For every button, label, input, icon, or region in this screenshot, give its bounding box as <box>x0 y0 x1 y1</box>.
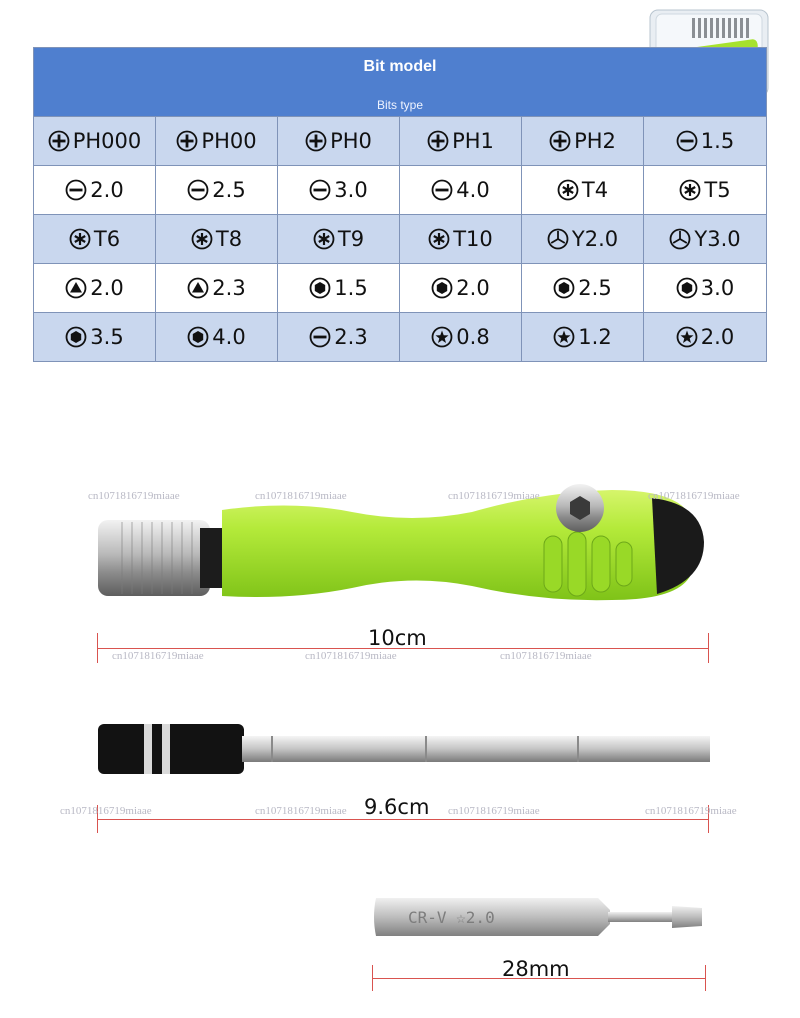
bit-cell <box>278 214 400 263</box>
bit-cell <box>400 165 522 214</box>
phillips-icon <box>48 130 70 152</box>
screwdriver-handle-photo <box>92 482 712 622</box>
hex-icon <box>431 277 453 299</box>
hex-icon <box>553 277 575 299</box>
slotted-icon <box>309 179 331 201</box>
bit-size-label: T9 <box>337 227 365 251</box>
bit-size-label: 3.0 <box>700 276 735 300</box>
bit-size-label: T10 <box>453 227 493 251</box>
bit-size-label: 0.8 <box>456 325 490 349</box>
slotted-icon <box>309 326 331 348</box>
bit-cell <box>156 116 278 165</box>
bit-cell <box>400 263 522 312</box>
bit-size-label: Y2.0 <box>571 227 619 251</box>
star-icon <box>676 326 698 348</box>
bit-cell <box>522 116 644 165</box>
extension-length-label: 9.6cm <box>364 795 430 819</box>
bit-size-label: PH2 <box>574 129 616 153</box>
bit-length-label: 28mm <box>502 957 570 981</box>
watermark: cn1071816719miaae <box>500 650 592 662</box>
hex-icon <box>309 277 331 299</box>
watermark: cn1071816719miaae <box>255 805 347 817</box>
table-header <box>34 48 766 116</box>
bit-size-label: 2.3 <box>212 276 246 300</box>
hex-icon <box>187 326 209 348</box>
bit-size-label: 3.0 <box>334 178 368 202</box>
watermark: cn1071816719miaae <box>648 490 740 502</box>
bit-cell <box>34 214 156 263</box>
torx-icon <box>313 228 335 250</box>
bit-size-label: 2.0 <box>90 178 124 202</box>
table-subtitle: Bits type <box>376 98 424 112</box>
hex-icon <box>65 326 87 348</box>
bit-grid <box>34 116 766 361</box>
bit-size-label: 2.0 <box>90 276 124 300</box>
watermark: cn1071816719miaae <box>112 650 204 662</box>
bit-cell <box>400 312 522 361</box>
bit-cell <box>34 116 156 165</box>
bit-size-label: T4 <box>581 178 609 202</box>
bit-size-label: T6 <box>93 227 121 251</box>
bit-cell <box>34 312 156 361</box>
bit-cell <box>400 116 522 165</box>
bit-cell <box>644 312 766 361</box>
bit-size-label: 1.5 <box>700 129 735 153</box>
star-icon <box>553 326 575 348</box>
slotted-icon <box>187 179 209 201</box>
phillips-icon <box>549 130 571 152</box>
bit-cell <box>278 165 400 214</box>
bit-size-label: PH0 <box>330 129 372 153</box>
table-title: Bit model <box>363 58 437 75</box>
bit-cell <box>644 116 766 165</box>
star-icon <box>431 326 453 348</box>
bit-cell <box>522 263 644 312</box>
slotted-icon <box>676 130 698 152</box>
bit-cell <box>278 116 400 165</box>
bit-size-label: 3.5 <box>90 325 124 349</box>
hex-icon <box>676 277 698 299</box>
slotted-icon <box>65 179 87 201</box>
phillips-icon <box>427 130 449 152</box>
bit-cell <box>34 165 156 214</box>
bit-cell <box>400 214 522 263</box>
torx-icon <box>557 179 579 201</box>
bit-size-label: 1.2 <box>578 325 612 349</box>
bit-cell <box>644 214 766 263</box>
bit-size-label: PH1 <box>452 129 494 153</box>
bit-photo <box>372 892 706 942</box>
bit-size-label: T5 <box>704 178 731 202</box>
watermark: cn1071816719miaae <box>60 805 152 817</box>
triangle-icon <box>187 277 209 299</box>
bit-size-label: 2.5 <box>578 276 612 300</box>
bit-size-label: Y3.0 <box>694 227 741 251</box>
bit-size-label: PH00 <box>201 129 257 153</box>
torx-icon <box>191 228 213 250</box>
bit-size-label: T8 <box>215 227 243 251</box>
bit-cell <box>34 263 156 312</box>
bit-cell <box>156 214 278 263</box>
bit-cell <box>522 165 644 214</box>
bit-cell <box>156 263 278 312</box>
tri-wing-icon <box>669 228 691 250</box>
bit-size-label: 4.0 <box>212 325 246 349</box>
tri-wing-icon <box>547 228 569 250</box>
watermark: cn1071816719miaae <box>448 805 540 817</box>
watermark: cn1071816719miaae <box>88 490 180 502</box>
bit-engraving: CR-V ☆2.0 <box>408 908 495 927</box>
torx-icon <box>69 228 91 250</box>
bit-size-label: PH000 <box>72 129 142 153</box>
slotted-icon <box>431 179 453 201</box>
watermark: cn1071816719miaae <box>305 650 397 662</box>
bit-cell <box>156 312 278 361</box>
torx-icon <box>679 179 701 201</box>
extension-bar-photo <box>96 720 712 778</box>
bit-size-label: 1.5 <box>334 276 368 300</box>
watermark: cn1071816719miaae <box>448 490 540 502</box>
phillips-icon <box>176 130 198 152</box>
bit-cell <box>522 312 644 361</box>
watermark: cn1071816719miaae <box>645 805 737 817</box>
bit-cell <box>278 263 400 312</box>
bit-cell <box>278 312 400 361</box>
bit-size-label: 2.0 <box>700 325 735 349</box>
triangle-icon <box>65 277 87 299</box>
phillips-icon <box>305 130 327 152</box>
bit-cell <box>156 165 278 214</box>
bit-size-label: 2.0 <box>456 276 490 300</box>
bit-size-label: 2.3 <box>334 325 368 349</box>
bit-cell <box>644 263 766 312</box>
bit-model-table <box>33 47 767 362</box>
handle-length-label: 10cm <box>368 626 427 650</box>
bit-size-label: 2.5 <box>212 178 246 202</box>
bit-cell <box>644 165 766 214</box>
torx-icon <box>428 228 450 250</box>
watermark: cn1071816719miaae <box>255 490 347 502</box>
bit-cell <box>522 214 644 263</box>
bit-size-label: 4.0 <box>456 178 490 202</box>
